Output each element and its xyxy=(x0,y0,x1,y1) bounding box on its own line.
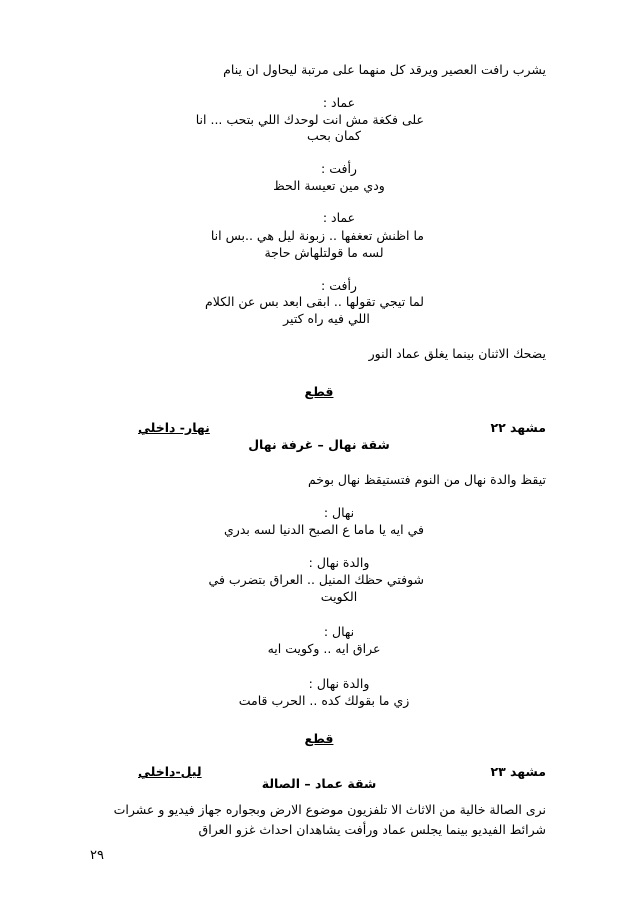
dialogue-line: الكويت xyxy=(320,589,358,604)
dialogue-line: لسه ما قولتلهاش حاجة xyxy=(264,245,384,260)
scene-number: مشهد ٢٣ xyxy=(490,764,546,779)
scene-time: ليل-داخلي xyxy=(138,764,202,779)
dialogue-line: شوفتي حظك المنيل .. العراق بتضرب في xyxy=(208,572,424,587)
scene-time: نهار- داخلي xyxy=(138,420,210,435)
scene-location: شقة عماد – الصالة xyxy=(261,776,377,791)
dialogue-line: اللي فيه راه كتير xyxy=(283,311,370,326)
page-number: ٢٩ xyxy=(90,848,104,863)
scene-location: شقة نهال – غرفة نهال xyxy=(248,437,390,452)
speaker-name: والدة نهال : xyxy=(308,676,370,691)
action-line: يشرب رافت العصير ويرقد كل منهما على مرتبة ليحاول ان ينام xyxy=(223,62,546,77)
speaker-name: والدة نهال : xyxy=(308,555,370,570)
cut-marker: قطع xyxy=(304,731,334,746)
dialogue-line: لما تيجي تقولها .. ابقى ابعد بس عن الكلام xyxy=(205,294,424,309)
speaker-name: رأفت : xyxy=(321,161,357,176)
speaker-name: نهال : xyxy=(323,505,355,520)
dialogue-line: كمان بحب xyxy=(307,128,361,143)
dialogue-line: عراق ايه .. وكويت ايه xyxy=(267,641,381,656)
speaker-name: رأفت : xyxy=(321,278,357,293)
dialogue-line: زي ما بقولك كده .. الحرب قامت xyxy=(238,693,410,708)
speaker-name: عماد : xyxy=(322,95,356,110)
action-line: شرائط الفيديو بينما يجلس عماد ورأفت يشاهدان احداث غزو العراق xyxy=(198,822,546,837)
scene-number: مشهد ٢٢ xyxy=(490,420,546,435)
action-line: يضحك الاثنان بينما يغلق عماد النور xyxy=(368,346,546,361)
action-line: نرى الصالة خالية من الاثاث الا تلفزيون موضوع الارض وبجواره جهاز فيديو و عشرات xyxy=(113,802,546,817)
speaker-name: نهال : xyxy=(323,624,355,639)
action-line: تيقظ والدة نهال من النوم فتستيقظ نهال بوخم xyxy=(307,472,546,487)
speaker-name: عماد : xyxy=(322,210,356,225)
dialogue-line: ودي مين تعيسة الحظ xyxy=(273,178,385,193)
dialogue-line: على فكغة مش انت لوحدك اللي بتحب ... انا xyxy=(195,112,424,127)
dialogue-line: ما اظنش تعغفها .. زبونة ليل هي ..بس انا xyxy=(210,228,424,243)
dialogue-line: في ايه يا ماما ع الصبح الدنيا لسه بدري xyxy=(224,522,424,537)
cut-marker: قطع xyxy=(304,384,334,399)
